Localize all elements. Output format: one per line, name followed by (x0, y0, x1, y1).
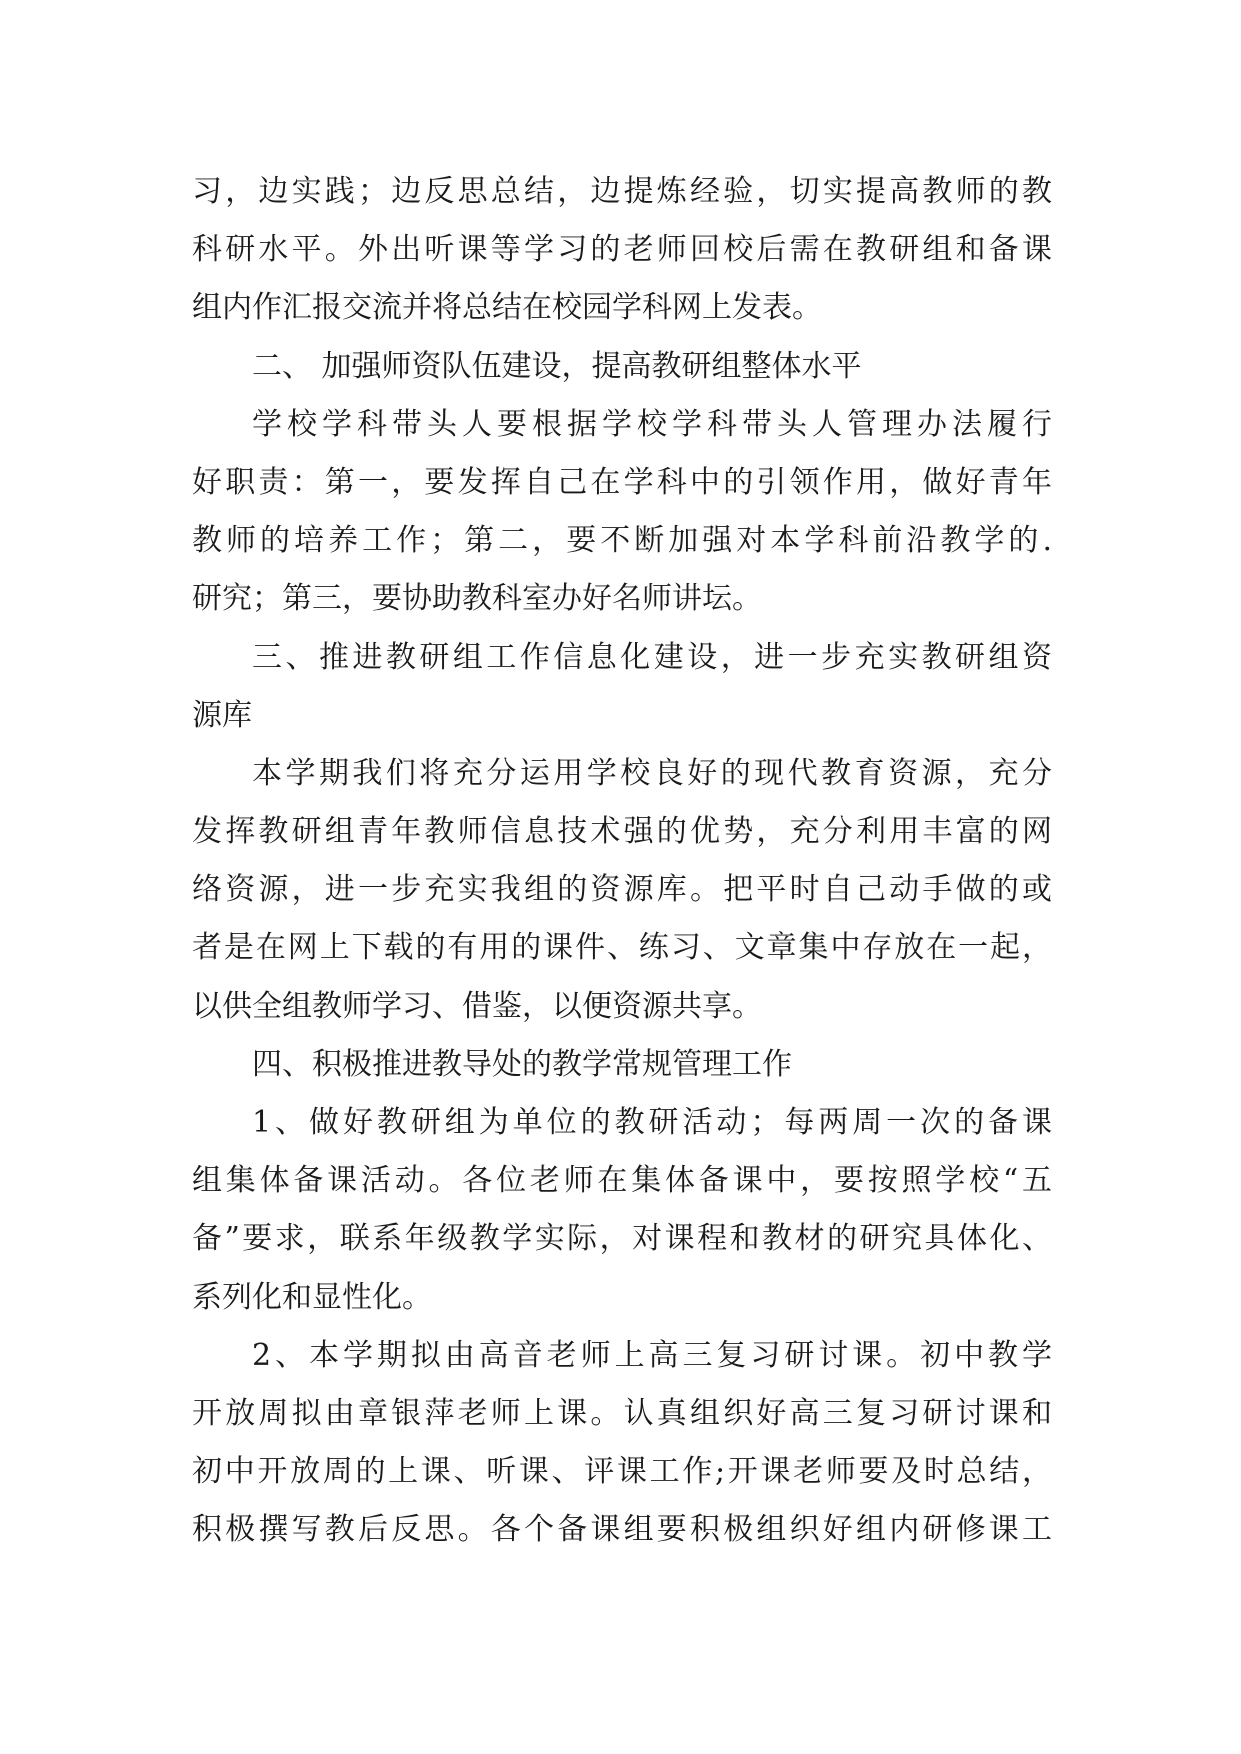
list-item-line: 2、本学期拟由高音老师上高三复习研讨课。初中教学 (252, 1337, 1052, 1373)
section-heading: 三、推进教研组工作信息化建设，进一步充实教研组资 (252, 639, 1052, 675)
text-line: 科研水平。外出听课等学习的老师回校后需在教研组和备课 (192, 232, 1052, 268)
text-line: 积极撰写教后反思。各个备课组要积极组织好组内研修课工 (192, 1512, 1052, 1548)
section-heading: 二、 加强师资队伍建设，提高教研组整体水平 (252, 348, 862, 384)
text-line: 备”要求，联系年级教学实际，对课程和教材的研究具体化、 (192, 1221, 1052, 1257)
text-line: 本学期我们将充分运用学校良好的现代教育资源，充分 (252, 755, 1052, 791)
text-line: 初中开放周的上课、听课、评课工作;开课老师要及时总结， (192, 1454, 1052, 1490)
text-line: 习，边实践；边反思总结，边提炼经验，切实提高教师的教 (192, 174, 1052, 209)
list-item-line: 1、做好教研组为单位的教研活动；每两周一次的备课 (252, 1105, 1052, 1140)
section-heading: 四、积极推进教导处的教学常规管理工作 (252, 1046, 792, 1082)
section-heading-continued: 源库 (192, 697, 252, 733)
text-line: 研究；第三，要协助教科室办好名师讲坛。 (192, 581, 762, 617)
text-line: 系列化和显性化。 (192, 1279, 432, 1315)
text-line: 发挥教研组青年教师信息技术强的优势，充分利用丰富的网 (192, 814, 1052, 850)
text-line: 组内作汇报交流并将总结在校园学科网上发表。 (192, 290, 822, 326)
text-line: 以供全组教师学习、借鉴，以便资源共享。 (192, 988, 762, 1024)
text-line: 教师的培养工作；第二，要不断加强对本学科前沿教学的. (192, 523, 1052, 559)
text-line: 组集体备课活动。各位老师在集体备课中，要按照学校“五 (192, 1163, 1052, 1199)
text-line: 者是在网上下载的有用的课件、练习、文章集中存放在一起， (192, 930, 1052, 966)
text-line: 络资源，进一步充实我组的资源库。把平时自己动手做的或 (192, 872, 1052, 908)
text-line: 开放周拟由章银萍老师上课。认真组织好高三复习研讨课和 (192, 1395, 1052, 1431)
text-line: 好职责：第一，要发挥自己在学科中的引领作用，做好青年 (192, 464, 1052, 500)
text-line: 学校学科带头人要根据学校学科带头人管理办法履行 (252, 406, 1052, 442)
document-body (192, 163, 1052, 1560)
